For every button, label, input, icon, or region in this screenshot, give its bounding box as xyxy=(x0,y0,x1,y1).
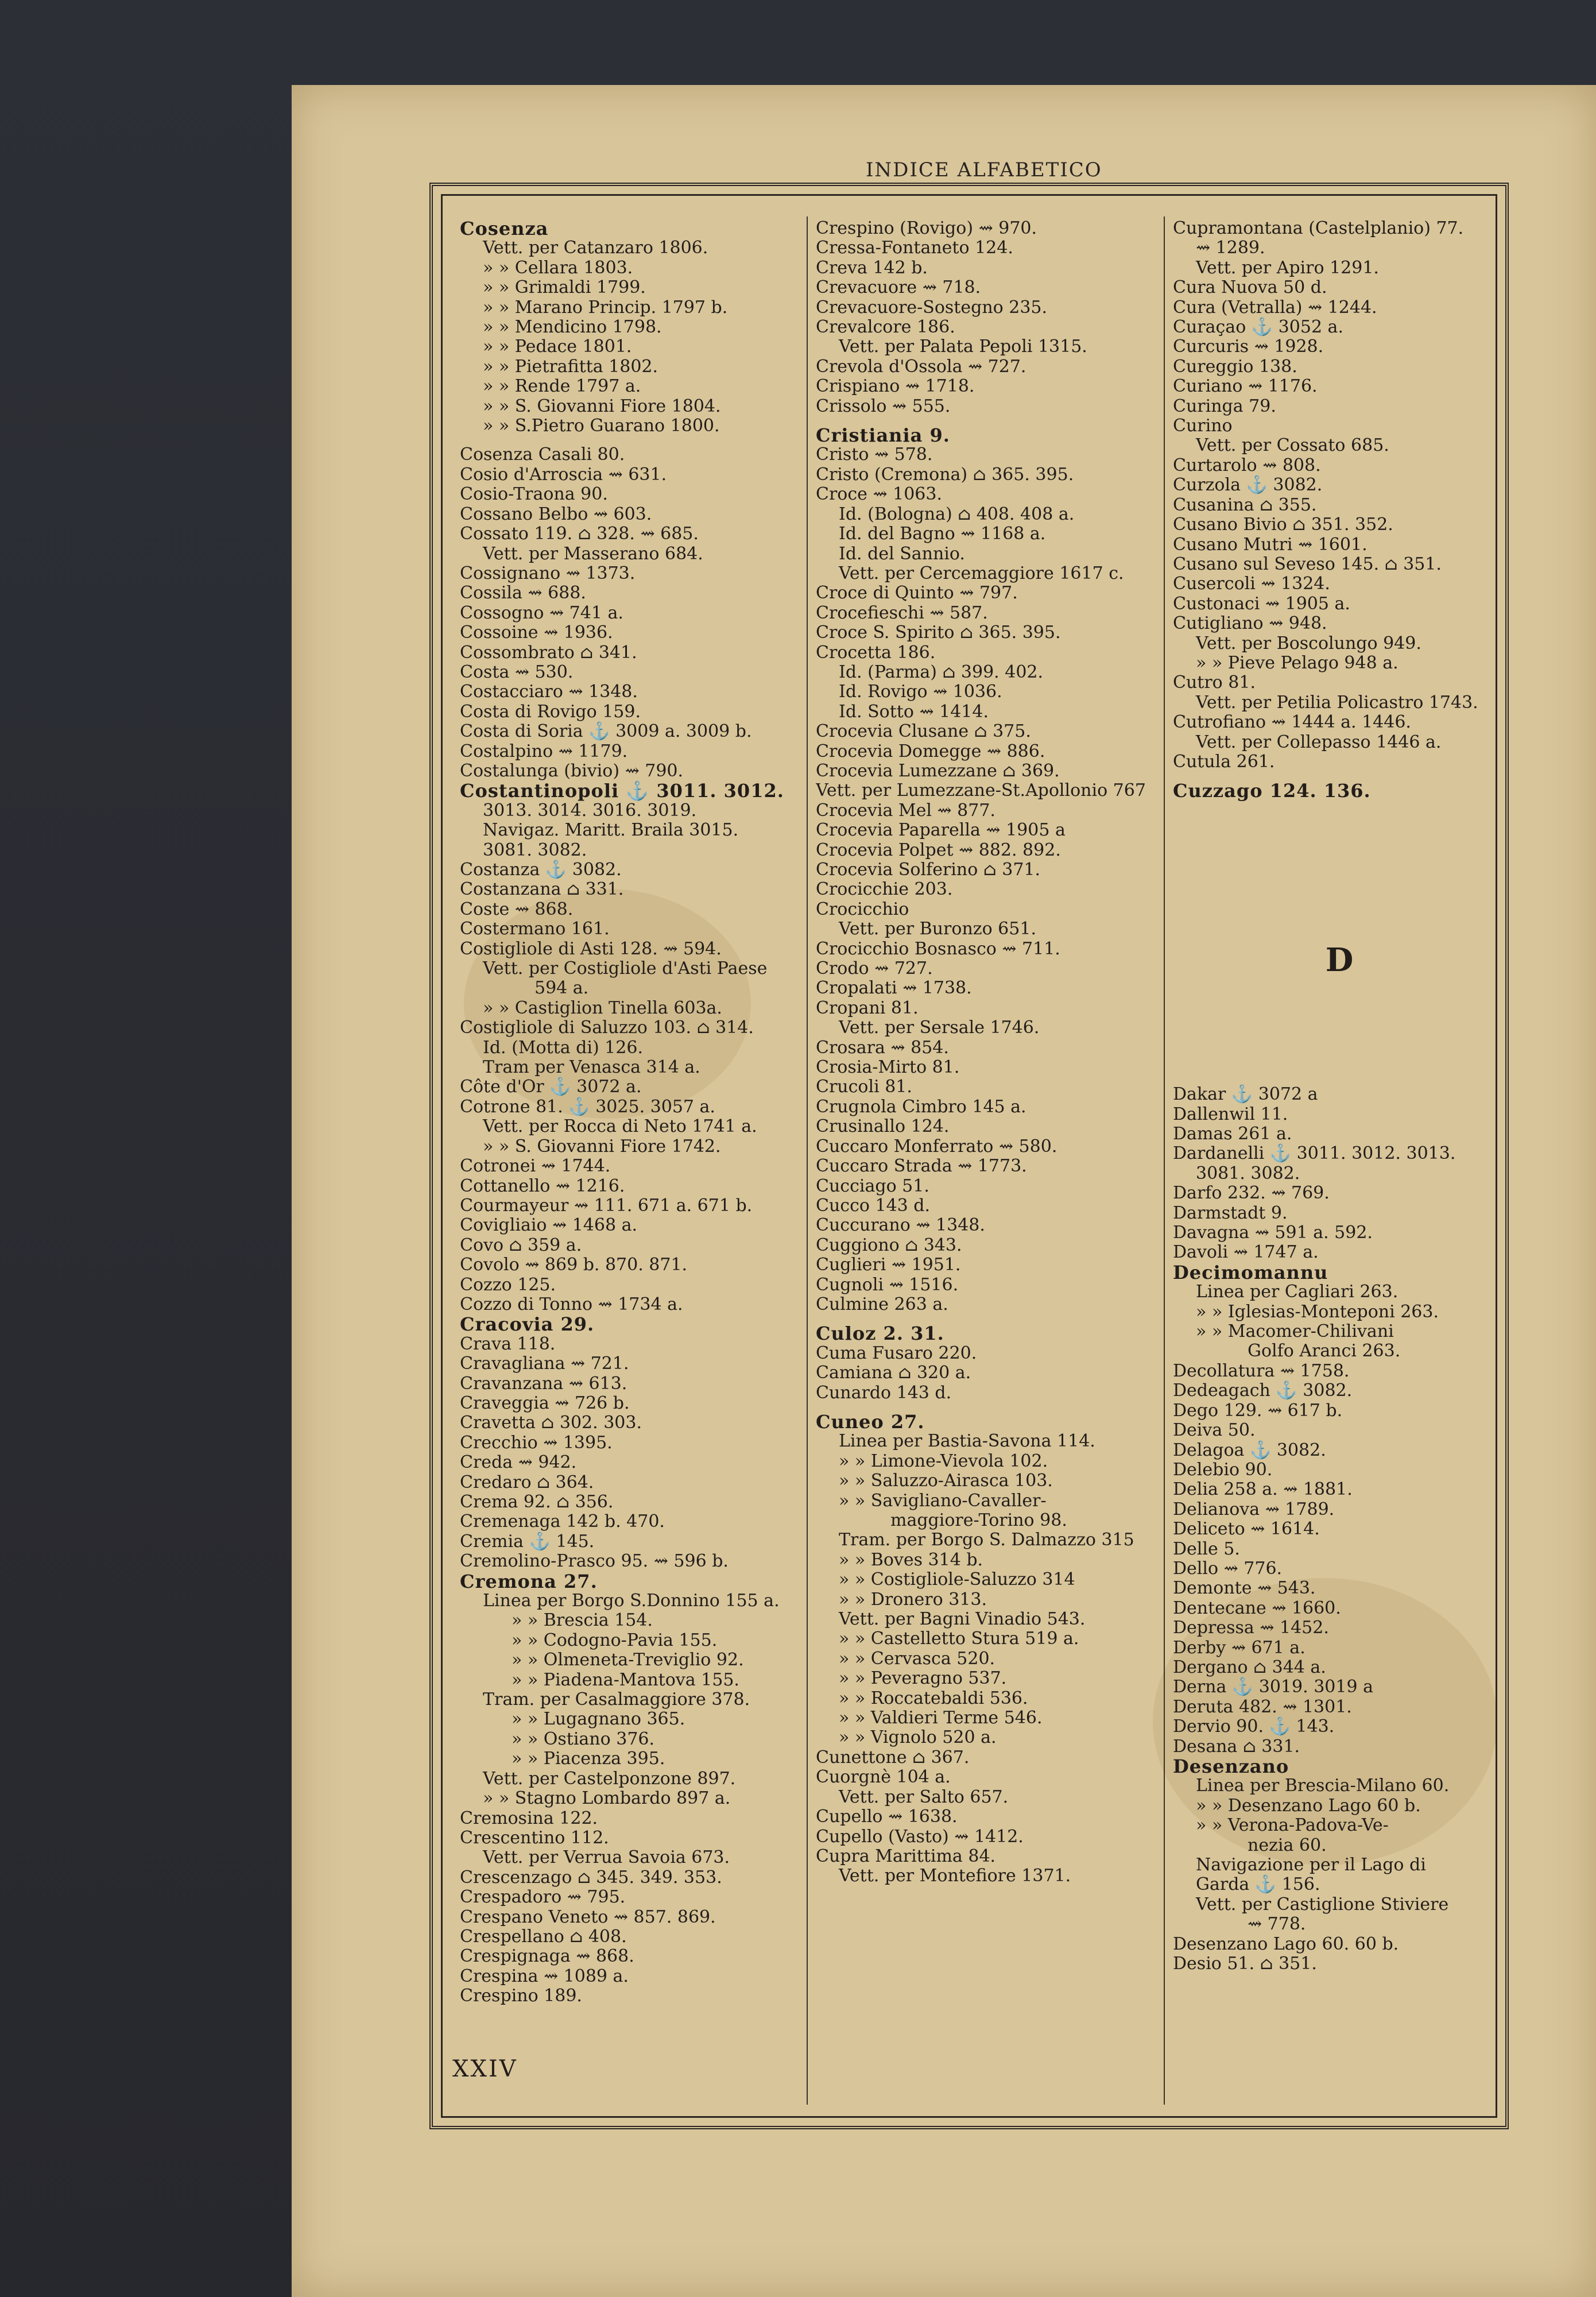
index-entry: Cosenza Casali 80. xyxy=(460,444,625,465)
index-entry: Crocicchie 203. xyxy=(816,879,953,900)
index-entry: Covigliaio ⇝ 1468 a. xyxy=(460,1215,638,1236)
index-entry: Navigaz. Maritt. Braila 3015. xyxy=(483,820,739,841)
index-entry: Costigliole di Saluzzo 103. ⌂ 314. xyxy=(460,1018,754,1038)
index-entry: » » Castelletto Stura 519 a. xyxy=(839,1629,1079,1649)
page-number: XXIV xyxy=(452,2056,518,2082)
index-entry: » » Dronero 313. xyxy=(839,1589,987,1610)
index-entry: Costa di Soria ⚓ 3009 a. 3009 b. xyxy=(460,721,752,742)
index-entry: Decollatura ⇝ 1758. xyxy=(1173,1360,1350,1381)
index-entry: » » Grimaldi 1799. xyxy=(483,277,646,298)
index-entry: Croce di Quinto ⇝ 797. xyxy=(816,583,1018,604)
index-entry: Covo ⌂ 359 a. xyxy=(460,1235,582,1255)
index-entry: Crocevia Polpet ⇝ 882. 892. xyxy=(816,840,1061,860)
index-entry: » » Roccatebaldi 536. xyxy=(839,1688,1028,1708)
index-entry: Id. (Parma) ⌂ 399. 402. xyxy=(839,662,1044,682)
index-entry: Cusano Mutri ⇝ 1601. xyxy=(1173,534,1368,555)
index-entry: Cunardo 143 d. xyxy=(816,1382,952,1403)
index-entry: Depressa ⇝ 1452. xyxy=(1173,1618,1329,1638)
index-entry: Cuorgnè 104 a. xyxy=(816,1767,951,1788)
index-entry: Darmstadt 9. xyxy=(1173,1202,1288,1223)
index-entry: Vett. per Masserano 684. xyxy=(483,543,703,564)
index-entry: Linea per Borgo S.Donnino 155 a. xyxy=(483,1591,780,1611)
index-entry: Cucco 143 d. xyxy=(816,1195,931,1216)
index-entry: Crecchio ⇝ 1395. xyxy=(460,1432,613,1453)
index-entry: Cusano Bivio ⌂ 351. 352. xyxy=(1173,515,1393,535)
index-entry: » » Desenzano Lago 60 b. xyxy=(1196,1795,1421,1816)
index-entry: Cupello ⇝ 1638. xyxy=(816,1807,958,1827)
index-entry: » » S.Pietro Guarano 1800. xyxy=(483,416,720,436)
index-heading: Culoz 2. 31. xyxy=(816,1322,944,1345)
index-entry: Costa ⇝ 530. xyxy=(460,662,574,682)
index-entry: » » Pedace 1801. xyxy=(483,337,632,357)
index-entry: » » Stagno Lombardo 897 a. xyxy=(483,1788,731,1809)
index-entry: Curzola ⚓ 3082. xyxy=(1173,475,1323,496)
index-entry: Tram. per Casalmaggiore 378. xyxy=(483,1689,750,1710)
index-entry: » » Rende 1797 a. xyxy=(483,376,641,397)
index-entry: Cressa-Fontaneto 124. xyxy=(816,238,1013,258)
index-entry: Covolo ⇝ 869 b. 870. 871. xyxy=(460,1255,688,1275)
index-entry: ⇝ 1289. xyxy=(1196,238,1265,258)
index-entry: Cura Nuova 50 d. xyxy=(1173,277,1327,298)
index-entry: Linea per Brescia-Milano 60. xyxy=(1196,1776,1450,1796)
index-entry: Croce ⇝ 1063. xyxy=(816,484,943,505)
index-entry: Davoli ⇝ 1747 a. xyxy=(1173,1242,1319,1263)
index-entry: Delebio 90. xyxy=(1173,1459,1273,1480)
index-entry: Cunettone ⌂ 367. xyxy=(816,1747,970,1768)
index-entry: » » S. Giovanni Fiore 1804. xyxy=(483,396,721,416)
index-entry: Cutro 81. xyxy=(1173,672,1256,693)
index-entry: Vett. per Castiglione Stiviere xyxy=(1196,1894,1449,1915)
index-entry: Vett. per Petilia Policastro 1743. xyxy=(1196,692,1478,713)
index-entry: Crocicchio Bosnasco ⇝ 711. xyxy=(816,938,1060,959)
index-entry: Damas 261 a. xyxy=(1173,1124,1292,1144)
index-entry: Cugnoli ⇝ 1516. xyxy=(816,1274,959,1295)
index-entry: Deliceto ⇝ 1614. xyxy=(1173,1519,1320,1540)
text-frame xyxy=(429,183,1509,2129)
index-entry: Crocicchio xyxy=(816,899,909,919)
index-entry: Dello ⇝ 776. xyxy=(1173,1558,1283,1579)
index-entry: Costalunga (bivio) ⇝ 790. xyxy=(460,760,684,781)
index-entry: » » Savigliano-Cavaller- xyxy=(839,1490,1047,1511)
index-entry: Delia 258 a. ⇝ 1881. xyxy=(1173,1479,1353,1500)
index-entry: Vett. per Rocca di Neto 1741 a. xyxy=(483,1116,757,1137)
index-entry: Crissolo ⇝ 555. xyxy=(816,396,951,416)
index-entry: Cuma Fusaro 220. xyxy=(816,1343,977,1363)
index-entry: Costalpino ⇝ 1179. xyxy=(460,741,628,761)
index-entry: Costa di Rovigo 159. xyxy=(460,701,641,722)
index-heading: Cracovia 29. xyxy=(460,1313,595,1336)
index-entry: Derby ⇝ 671 a. xyxy=(1173,1637,1306,1658)
index-entry: Crocevia Solferino ⌂ 371. xyxy=(816,860,1041,880)
index-entry: Cottanello ⇝ 1216. xyxy=(460,1175,625,1196)
index-entry: Dedeagach ⚓ 3082. xyxy=(1173,1380,1353,1401)
index-entry: » » Olmeneta-Treviglio 92. xyxy=(512,1650,744,1670)
index-entry: Crispiano ⇝ 1718. xyxy=(816,376,975,397)
index-entry: Curcuris ⇝ 1928. xyxy=(1173,337,1324,357)
index-entry: Cusercoli ⇝ 1324. xyxy=(1173,574,1330,594)
index-entry: Cusanina ⌂ 355. xyxy=(1173,494,1317,515)
index-entry: Cutigliano ⇝ 948. xyxy=(1173,613,1327,634)
index-entry: Id. Rovigo ⇝ 1036. xyxy=(839,682,1002,702)
index-entry: » » Macomer-Chilivani xyxy=(1196,1321,1394,1342)
index-entry: Cuccaro Strada ⇝ 1773. xyxy=(816,1156,1027,1177)
index-entry: Curino xyxy=(1173,416,1233,436)
index-entry: nezia 60. xyxy=(1248,1835,1327,1855)
index-entry: » » Brescia 154. xyxy=(512,1610,653,1631)
section-letter: D xyxy=(1325,941,1354,979)
index-entry: Curtarolo ⇝ 808. xyxy=(1173,455,1321,475)
index-entry: Cupello (Vasto) ⇝ 1412. xyxy=(816,1826,1024,1847)
index-entry: » » Costigliole-Saluzzo 314 xyxy=(839,1569,1075,1590)
index-entry: » » Mendicino 1798. xyxy=(483,317,662,338)
index-column-2 xyxy=(816,219,1155,2105)
index-entry: Crevola d'Ossola ⇝ 727. xyxy=(816,356,1026,377)
index-heading: Cuneo 27. xyxy=(816,1410,925,1433)
index-entry: Cusano sul Seveso 145. ⌂ 351. xyxy=(1173,554,1442,574)
index-entry: Culmine 263 a. xyxy=(816,1294,948,1314)
index-entry: Cureggio 138. xyxy=(1173,356,1297,377)
index-entry: Credaro ⌂ 364. xyxy=(460,1472,594,1492)
index-entry: Garda ⚓ 156. xyxy=(1196,1874,1320,1895)
index-entry: » » Castiglion Tinella 603a. xyxy=(483,997,722,1018)
index-entry: Côte d'Or ⚓ 3072 a. xyxy=(460,1077,642,1097)
index-entry: Cremolino-Prasco 95. ⇝ 596 b. xyxy=(460,1551,729,1572)
index-entry: Cossoine ⇝ 1936. xyxy=(460,622,613,643)
index-entry: Cuccaro Monferrato ⇝ 580. xyxy=(816,1136,1057,1157)
index-entry: Linea per Bastia-Savona 114. xyxy=(839,1431,1095,1452)
index-entry: Vett. per Apiro 1291. xyxy=(1196,257,1379,278)
index-entry: Crespina ⇝ 1089 a. xyxy=(460,1966,629,1986)
index-entry: Vett. per Cercemaggiore 1617 c. xyxy=(839,563,1124,583)
index-heading: Cosenza xyxy=(460,219,549,239)
index-entry: Creda ⇝ 942. xyxy=(460,1452,577,1473)
index-entry: Crespano Veneto ⇝ 857. 869. xyxy=(460,1907,716,1927)
index-entry: Cossombrato ⌂ 341. xyxy=(460,642,637,663)
index-entry: » » Pieve Pelago 948 a. xyxy=(1196,652,1399,673)
index-entry: Cotrone 81. ⚓ 3025. 3057 a. xyxy=(460,1096,715,1117)
index-entry: Cutula 261. xyxy=(1173,751,1275,772)
index-entry: Cropalati ⇝ 1738. xyxy=(816,978,972,999)
page-header: INDICE ALFABETICO xyxy=(866,158,1102,181)
index-entry: Vett. per Lumezzane-St.Apollonio 767 xyxy=(816,780,1146,801)
index-entry: Crocevia Mel ⇝ 877. xyxy=(816,800,995,821)
index-entry: » » Pietrafitta 1802. xyxy=(483,356,658,377)
index-entry: Vett. per Salto 657. xyxy=(839,1786,1009,1807)
index-entry: Coste ⇝ 868. xyxy=(460,899,574,919)
index-entry: Creva 142 b. xyxy=(816,257,928,278)
index-heading: Cuzzago 124. 136. xyxy=(1173,780,1371,802)
index-entry: 3013. 3014. 3016. 3019. xyxy=(483,800,697,821)
index-entry: » » Piacenza 395. xyxy=(512,1749,665,1769)
index-entry: Crocevia Domegge ⇝ 886. xyxy=(816,741,1045,761)
index-entry: Id. Sotto ⇝ 1414. xyxy=(839,701,989,722)
index-entry: » » Cellara 1803. xyxy=(483,257,633,278)
index-entry: Demonte ⇝ 543. xyxy=(1173,1578,1316,1599)
index-entry: 3081. 3082. xyxy=(1196,1163,1300,1184)
index-column-3 xyxy=(1173,219,1506,2105)
index-entry: Crocevia Lumezzane ⌂ 369. xyxy=(816,760,1060,781)
index-entry: Courmayeur ⇝ 111. 671 a. 671 b. xyxy=(460,1195,753,1216)
index-entry: » » Codogno-Pavia 155. xyxy=(512,1630,718,1650)
index-entry: » » Cervasca 520. xyxy=(839,1648,995,1669)
index-entry: Cropani 81. xyxy=(816,997,919,1018)
index-entry: Cossignano ⇝ 1373. xyxy=(460,563,636,583)
index-entry: Costigliole di Asti 128. ⇝ 594. xyxy=(460,938,722,959)
index-entry: Delianova ⇝ 1789. xyxy=(1173,1499,1335,1519)
index-entry: Cravetta ⌂ 302. 303. xyxy=(460,1413,642,1433)
index-entry: Crava 118. xyxy=(460,1333,556,1354)
index-entry: Delle 5. xyxy=(1173,1538,1240,1559)
index-entry: Curinga 79. xyxy=(1173,396,1276,416)
index-entry: Cossogno ⇝ 741 a. xyxy=(460,602,623,623)
index-entry: Crevalcore 186. xyxy=(816,317,955,338)
index-entry: Vett. per Verrua Savoia 673. xyxy=(483,1847,730,1868)
index-entry: » » Ostiano 376. xyxy=(512,1728,655,1749)
index-entry: Vett. per Palata Pepoli 1315. xyxy=(839,337,1087,357)
index-entry: Cozzo di Tonno ⇝ 1734 a. xyxy=(460,1294,683,1314)
index-entry: Tram per Venasca 314 a. xyxy=(483,1057,700,1078)
index-entry: » » S. Giovanni Fiore 1742. xyxy=(483,1136,721,1157)
index-entry: Crevacuore-Sostegno 235. xyxy=(816,297,1048,318)
index-entry: Navigazione per il Lago di xyxy=(1196,1855,1426,1876)
index-entry: Cossato 119. ⌂ 328. ⇝ 685. xyxy=(460,524,699,544)
index-entry: Vett. per Montefiore 1371. xyxy=(839,1866,1071,1886)
index-entry: Vett. per Buronzo 651. xyxy=(839,919,1036,939)
index-entry: Croce S. Spirito ⌂ 365. 395. xyxy=(816,622,1061,643)
index-entry: Custonaci ⇝ 1905 a. xyxy=(1173,593,1350,614)
index-entry: Linea per Cagliari 263. xyxy=(1196,1282,1399,1302)
index-entry: Crema 92. ⌂ 356. xyxy=(460,1492,614,1512)
index-entry: Crucoli 81. xyxy=(816,1077,912,1097)
index-entry: Cremosina 122. xyxy=(460,1808,598,1828)
index-entry: Deiva 50. xyxy=(1173,1420,1256,1441)
index-entry: Curaçao ⚓ 3052 a. xyxy=(1173,317,1343,338)
index-entry: Vett. per Cossato 685. xyxy=(1196,435,1389,456)
index-entry: Davagna ⇝ 591 a. 592. xyxy=(1173,1223,1373,1243)
index-entry: ⇝ 778. xyxy=(1248,1914,1306,1935)
index-entry: Cupra Marittima 84. xyxy=(816,1846,996,1866)
index-entry: » » Vignolo 520 a. xyxy=(839,1727,997,1748)
inner-frame xyxy=(441,194,1497,2118)
index-entry: Crocevia Clusane ⌂ 375. xyxy=(816,721,1031,742)
index-entry: Delagoa ⚓ 3082. xyxy=(1173,1440,1326,1460)
index-entry: Vett. per Sersale 1746. xyxy=(839,1018,1040,1038)
index-entry: 3081. 3082. xyxy=(483,840,587,860)
index-entry: Id. (Motta di) 126. xyxy=(483,1037,643,1058)
index-entry: Cuggiono ⌂ 343. xyxy=(816,1235,962,1255)
index-entry: Vett. per Costigliole d'Asti Paese xyxy=(483,958,768,979)
index-entry: Crocevia Paparella ⇝ 1905 a xyxy=(816,820,1066,841)
index-column-1 xyxy=(460,219,799,2105)
index-entry: Crocetta 186. xyxy=(816,642,936,663)
index-entry: Desenzano Lago 60. 60 b. xyxy=(1173,1933,1399,1954)
index-entry: » » Verona-Padova-Ve- xyxy=(1196,1815,1389,1836)
index-entry: Crespellano ⌂ 408. xyxy=(460,1926,627,1947)
spacer xyxy=(460,436,799,445)
index-entry: 594 a. xyxy=(534,978,589,999)
index-entry: Camiana ⌂ 320 a. xyxy=(816,1363,971,1383)
index-entry: Vett. per Catanzaro 1806. xyxy=(483,238,708,258)
index-entry: Crespino 189. xyxy=(460,1986,582,2006)
index-entry: Dego 129. ⇝ 617 b. xyxy=(1173,1400,1343,1421)
index-entry: Darfo 232. ⇝ 769. xyxy=(1173,1183,1330,1204)
index-entry: Costanza ⚓ 3082. xyxy=(460,860,622,880)
index-entry: Cravanzana ⇝ 613. xyxy=(460,1373,627,1394)
index-entry: Dentecane ⇝ 1660. xyxy=(1173,1598,1341,1618)
index-entry: Desio 51. ⌂ 351. xyxy=(1173,1954,1317,1974)
index-entry: Cozzo 125. xyxy=(460,1274,556,1295)
index-entry: » » Piadena-Mantova 155. xyxy=(512,1669,739,1690)
index-entry: » » Iglesias-Monteponi 263. xyxy=(1196,1301,1439,1322)
index-entry: Dervio 90. ⚓ 143. xyxy=(1173,1716,1335,1737)
index-entry: Crugnola Cimbro 145 a. xyxy=(816,1096,1026,1117)
index-entry: Crodo ⇝ 727. xyxy=(816,958,933,979)
index-entry: Deruta 482. ⇝ 1301. xyxy=(1173,1696,1352,1717)
index-entry: Cucciago 51. xyxy=(816,1175,929,1196)
index-entry: Crosia-Mirto 81. xyxy=(816,1057,960,1078)
index-entry: Vett. per Castelponzone 897. xyxy=(483,1768,736,1789)
index-entry: Cupramontana (Castelplanio) 77. xyxy=(1173,219,1464,238)
index-entry: Cuccurano ⇝ 1348. xyxy=(816,1215,985,1236)
index-entry: Derna ⚓ 3019. 3019 a xyxy=(1173,1677,1373,1697)
index-entry: Costanzana ⌂ 331. xyxy=(460,879,624,900)
index-entry: Crescentino 112. xyxy=(460,1827,609,1848)
index-entry: Cotronei ⇝ 1744. xyxy=(460,1156,611,1177)
index-entry: Golfo Aranci 263. xyxy=(1248,1341,1401,1362)
index-entry: Vett. per Bagni Vinadio 543. xyxy=(839,1609,1086,1630)
index-entry: » » Marano Princip. 1797 b. xyxy=(483,297,728,318)
index-entry: Cura (Vetralla) ⇝ 1244. xyxy=(1173,297,1377,318)
index-entry: Vett. per Collepasso 1446 a. xyxy=(1196,732,1442,752)
index-entry: Cossila ⇝ 688. xyxy=(460,583,586,604)
index-entry: Cossano Belbo ⇝ 603. xyxy=(460,504,652,524)
index-entry: Tram. per Borgo S. Dalmazzo 315 xyxy=(839,1530,1134,1550)
index-heading: Cremona 27. xyxy=(460,1570,598,1592)
index-entry: Costacciaro ⇝ 1348. xyxy=(460,682,638,702)
index-entry: Croceﬁeschi ⇝ 587. xyxy=(816,602,988,623)
index-entry: » » Limone-Vievola 102. xyxy=(839,1451,1048,1471)
index-entry: Cremia ⚓ 145. xyxy=(460,1531,595,1552)
index-entry: Craveggia ⇝ 726 b. xyxy=(460,1393,630,1413)
index-entry: Desana ⌂ 331. xyxy=(1173,1736,1300,1757)
index-entry: Crevacuore ⇝ 718. xyxy=(816,277,981,298)
index-entry: Crosara ⇝ 854. xyxy=(816,1037,949,1058)
index-entry: Dergano ⌂ 344 a. xyxy=(1173,1657,1326,1677)
index-entry: Curiano ⇝ 1176. xyxy=(1173,376,1318,397)
index-entry: » » Valdieri Terme 546. xyxy=(839,1708,1043,1728)
index-heading: Cristiania 9. xyxy=(816,424,950,447)
index-entry: » » Saluzzo-Airasca 103. xyxy=(839,1471,1053,1491)
index-entry: Crespadoro ⇝ 795. xyxy=(460,1887,626,1908)
index-entry: Crusinallo 124. xyxy=(816,1116,950,1137)
index-entry: » » Peveragno 537. xyxy=(839,1668,1007,1689)
index-entry: Cravagliana ⇝ 721. xyxy=(460,1354,629,1374)
index-entry: Cristo ⇝ 578. xyxy=(816,444,933,465)
index-entry: Dakar ⚓ 3072 a xyxy=(1173,1084,1318,1105)
index-entry: Dardanelli ⚓ 3011. 3012. 3013. xyxy=(1173,1143,1456,1164)
book-page xyxy=(292,85,1596,2297)
index-entry: Costermano 161. xyxy=(460,919,610,939)
index-entry: Cuglieri ⇝ 1951. xyxy=(816,1255,961,1275)
index-entry: Cristo (Cremona) ⌂ 365. 395. xyxy=(816,464,1074,485)
index-entry: Cosio d'Arroscia ⇝ 631. xyxy=(460,464,667,485)
index-entry: » » Lugagnano 365. xyxy=(512,1709,685,1730)
index-entry: Id. (Bologna) ⌂ 408. 408 a. xyxy=(839,504,1075,524)
index-entry: Dallenwil 11. xyxy=(1173,1104,1288,1124)
index-entry: Id. del Bagno ⇝ 1168 a. xyxy=(839,524,1046,544)
column-rule xyxy=(807,216,808,2105)
index-entry: Crescenzago ⌂ 345. 349. 353. xyxy=(460,1867,722,1888)
index-heading: Desenzano xyxy=(1173,1755,1289,1777)
index-entry: Crespignaga ⇝ 868. xyxy=(460,1946,634,1967)
index-entry: Vett. per Boscolungo 949. xyxy=(1196,633,1421,653)
index-entry: maggiore-Torino 98. xyxy=(890,1510,1067,1530)
index-heading: Decimomannu xyxy=(1173,1261,1328,1283)
index-entry: Cosio-Traona 90. xyxy=(460,484,608,505)
index-entry: Cremenaga 142 b. 470. xyxy=(460,1511,665,1532)
index-entry: Cutrofiano ⇝ 1444 a. 1446. xyxy=(1173,712,1411,733)
index-entry: » » Boves 314 b. xyxy=(839,1549,983,1570)
index-entry: Id. del Sannio. xyxy=(839,543,965,564)
index-heading: Costantinopoli ⚓ 3011. 3012. xyxy=(460,780,784,802)
index-entry: Crespino (Rovigo) ⇝ 970. xyxy=(816,219,1037,238)
column-rule xyxy=(1164,216,1165,2105)
